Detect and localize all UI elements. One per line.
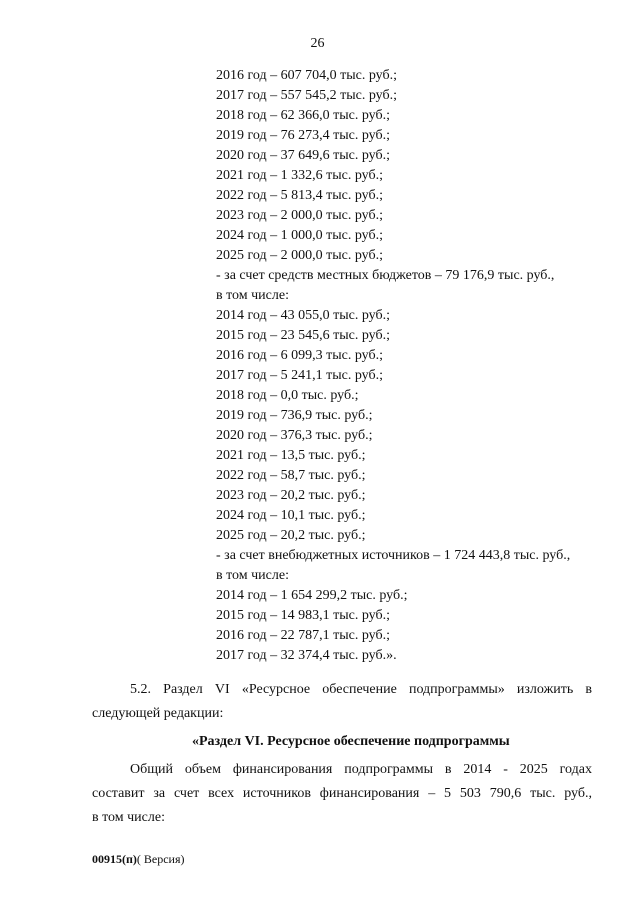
funding-line: 2024 год – 1 000,0 тыс. руб.; <box>216 228 383 243</box>
funding-line: 2014 год – 1 654 299,2 тыс. руб.; <box>216 588 408 603</box>
funding-line: 2020 год – 37 649,6 тыс. руб.; <box>216 148 390 163</box>
page-number: 26 <box>310 36 325 51</box>
total-funding-line: в том числе: <box>92 810 165 825</box>
funding-line: 2018 год – 62 366,0 тыс. руб.; <box>216 108 390 123</box>
total-funding-paragraph <box>92 758 592 830</box>
funding-line: 2019 год – 736,9 тыс. руб.; <box>216 408 373 423</box>
funding-lines-list <box>216 66 570 666</box>
funding-line: 2023 год – 20,2 тыс. руб.; <box>216 488 366 503</box>
funding-line: 2019 год – 76 273,4 тыс. руб.; <box>216 128 390 143</box>
amendment-paragraph-line: 5.2. Раздел VI «Ресурсное обеспечение подпрограммы» изложить в <box>130 682 592 697</box>
funding-line: в том числе: <box>216 288 289 303</box>
funding-line: 2025 год – 20,2 тыс. руб.; <box>216 528 366 543</box>
funding-line: в том числе: <box>216 568 289 583</box>
total-funding-line: Общий объем финансирования подпрограммы в 2014 - 2025 годах <box>130 762 592 777</box>
document-version: ( Версия) <box>136 852 185 866</box>
funding-line: 2015 год – 14 983,1 тыс. руб.; <box>216 608 390 623</box>
amendment-paragraph <box>92 678 592 726</box>
total-funding-line: составит за счет всех источников финансирования – 5 503 790,6 тыс. руб., <box>92 786 592 801</box>
funding-line: 2017 год – 557 545,2 тыс. руб.; <box>216 88 397 103</box>
funding-line: 2017 год – 5 241,1 тыс. руб.; <box>216 368 383 383</box>
funding-line: 2023 год – 2 000,0 тыс. руб.; <box>216 208 383 223</box>
funding-line: 2022 год – 58,7 тыс. руб.; <box>216 468 366 483</box>
funding-line: 2022 год – 5 813,4 тыс. руб.; <box>216 188 383 203</box>
funding-line: 2024 год – 10,1 тыс. руб.; <box>216 508 366 523</box>
funding-line: 2025 год – 2 000,0 тыс. руб.; <box>216 248 383 263</box>
funding-line: 2015 год – 23 545,6 тыс. руб.; <box>216 328 390 343</box>
funding-line: 2016 год – 6 099,3 тыс. руб.; <box>216 348 383 363</box>
document-footer <box>92 852 185 867</box>
funding-source-line: - за счет средств местных бюджетов – 79 176,9 тыс. руб., <box>216 268 555 283</box>
funding-line: 2021 год – 1 332,6 тыс. руб.; <box>216 168 383 183</box>
funding-line: 2016 год – 22 787,1 тыс. руб.; <box>216 628 390 643</box>
funding-line: 2021 год – 13,5 тыс. руб.; <box>216 448 366 463</box>
funding-line: 2018 год – 0,0 тыс. руб.; <box>216 388 359 403</box>
funding-line: 2016 год – 607 704,0 тыс. руб.; <box>216 68 397 83</box>
amendment-paragraph-line: следующей редакции: <box>92 706 224 721</box>
funding-line: 2020 год – 376,3 тыс. руб.; <box>216 428 373 443</box>
document-code: 00915(п) <box>92 852 137 866</box>
funding-source-line: - за счет внебюджетных источников – 1 724 443,8 тыс. руб., <box>216 548 571 563</box>
section-heading: «Раздел VI. Ресурсное обеспечение подпрограммы <box>192 734 510 749</box>
funding-line: 2017 год – 32 374,4 тыс. руб.». <box>216 648 397 663</box>
funding-line: 2014 год – 43 055,0 тыс. руб.; <box>216 308 390 323</box>
